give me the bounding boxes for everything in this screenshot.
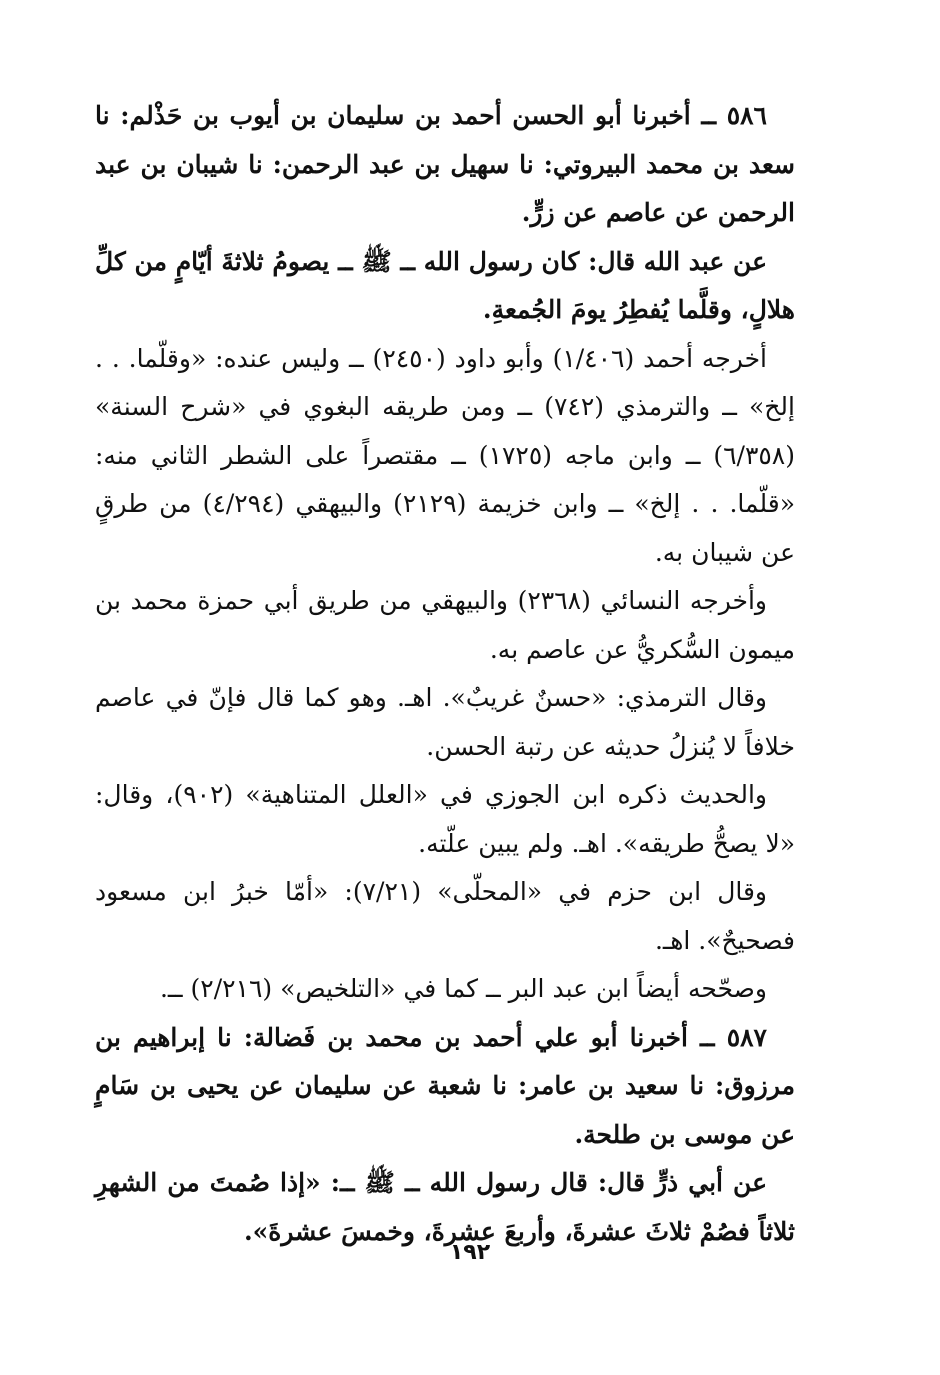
hadith-587-isnad-text: أخبرنا أبو علي أحمد بن محمد بن فَضالة: نا إبراهيم بن مرزوق: نا سعيد بن عامر: نا شعبة عن سليمان عن يحيى بن سَامٍ عن موسى بن طلحة. [95, 1022, 795, 1149]
hadith-586-takhrij-2: وأخرجه النسائي (٢٣٦٨) والبيهقي من طريق أبي حمزة محمد بن ميمون السُّكريُّ عن عاصم به. [95, 586, 795, 664]
hadith-586-takhrij-4: والحديث ذكره ابن الجوزي في «العلل المتناهية» (٩٠٢)، وقال: «لا يصحُّ طريقه». اهـ. ولم يبين علّته. [95, 780, 795, 858]
hadith-586-takhrij-6: وصحّحه أيضاً ابن عبد البر ــ كما في «التلخيص» (٢/٢١٦) ــ. [159, 974, 767, 1003]
hadith-586-takhrij-1: أخرجه أحمد (١/٤٠٦) وأبو داود (٢٤٥٠) ــ وليس عنده: «وقلّما. . . إلخ» ــ والترمذي (٧٤٢) ــ ومن طريقه البغوي في «شرح السنة» (٦/٣٥٨) ــ وابن ماجه (١٧٢٥) ــ مقتصراً على الشطر الثاني منه: «قلّما. . . إلخ» ــ وابن خزيمة (٢١٢٩) والبيهقي (٤/٢٩٤) من طرقٍ عن شيبان به. [95, 343, 795, 567]
page-number: ١٩٢ [449, 1240, 491, 1265]
page-body [95, 92, 795, 1256]
hadith-586-matn: عن عبد الله قال: كان رسول الله ــ ﷺ ــ يصومُ ثلاثةَ أيّامٍ من كلِّ هلالٍ، وقلَّما يُفطِرُ يومَ الجُمعةِ. [95, 246, 795, 324]
hadith-586-isnad [95, 92, 795, 238]
hadith-587-isnad [95, 1014, 795, 1160]
hadith-586-isnad-text: أخبرنا أبو الحسن أحمد بن سليمان بن أيوب بن حَذْلم: نا سعد بن محمد البيروتي: نا سهيل بن عبد الرحمن: نا شيبان بن عبد الرحمن عن عاصم عن زرٍّ. [95, 101, 795, 227]
hadith-586-number: ٥٨٦ ــ [701, 101, 767, 130]
hadith-587-matn: عن أبي ذرٍّ قال: قال رسول الله ــ ﷺ ــ: «إذا صُمتَ من الشهرِ ثلاثاً فصُمْ ثلاثَ عشرةَ، وأربعَ عشرةَ، وخمسَ عشرةَ». [95, 1168, 795, 1246]
hadith-587-number: ٥٨٧ ــ [699, 1022, 767, 1052]
hadith-586-takhrij-3: وقال الترمذي: «حسنٌ غريبٌ». اهـ. وهو كما قال فإنّ في عاصم خلافاً لا يُنزلُ حديثه عن رتبة الحسن. [95, 683, 795, 761]
hadith-586-takhrij-5: وقال ابن حزم في «المحلّى» (٧/٢١): «أمّا خبرُ ابن مسعود فصحيحٌ». اهـ. [95, 877, 795, 955]
